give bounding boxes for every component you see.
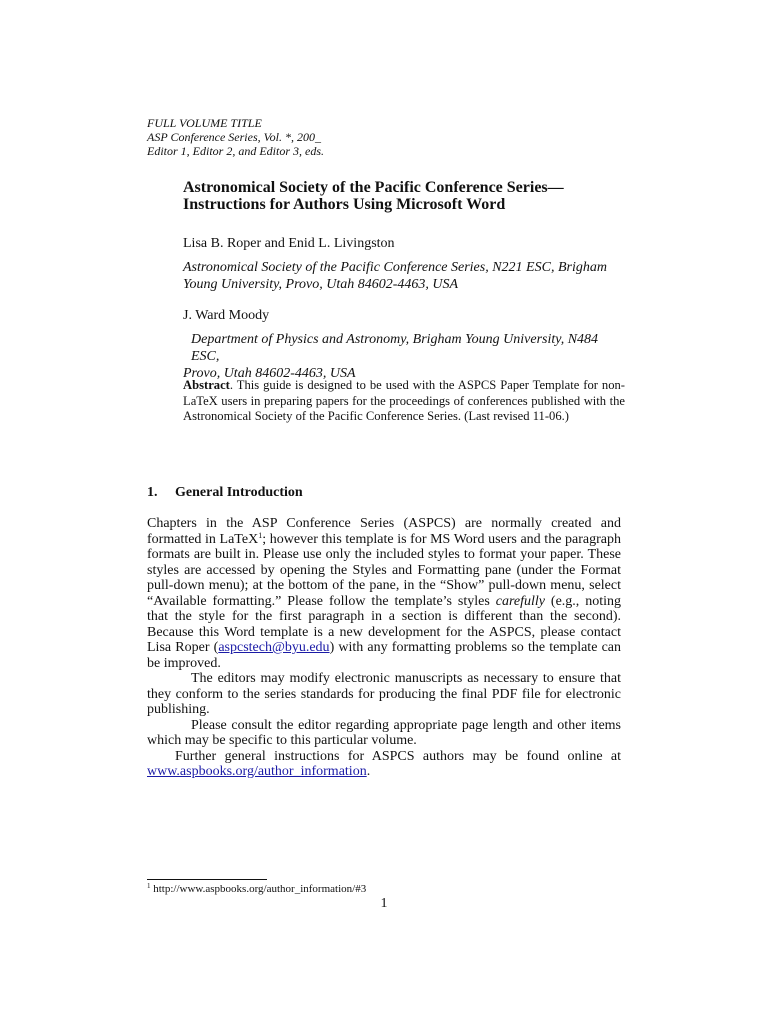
- footnote-marker: 1: [147, 882, 151, 890]
- section-number: 1.: [147, 485, 158, 500]
- affiliation-1-line-2: Young University, Provo, Utah 84602-4463, USA: [183, 277, 459, 292]
- paragraph-4-text: Further general instructions for ASPCS authors may be found online at: [175, 748, 621, 764]
- affiliation-2: [183, 331, 623, 382]
- title-line-1: Astronomical Society of the Pacific Conference Series—: [183, 179, 564, 196]
- paragraph-1-text-b: ; however this template is for MS Word users and the paragraph formats are built in. Please use only the included styles to format your paper. These styles are accessed by opening the Styles and Formatting pane (under the Format pull-down menu); at the bottom of the pane, in the “Show” pull-down menu, select “Available formatting.” Please follow the template’s styles: [147, 531, 621, 609]
- paragraph-2: The editors may modify electronic manuscripts as necessary to ensure that they conform to the series standards for producing the final PDF file for electronic publishing.: [147, 671, 621, 717]
- affiliation-1-line-1: Astronomical Society of the Pacific Conference Series, N221 ESC, Brigham: [183, 260, 607, 275]
- paragraph-4: [147, 749, 621, 780]
- abstract: [183, 378, 625, 425]
- series-volume: ASP Conference Series, Vol. *, 200_: [147, 130, 321, 144]
- paragraph-1-text-c: (e.g., noting that the style for the first paragraph in a section is different than the second). Because this Word template is a new development for the ASPCS, please contact Lisa Roper (: [147, 593, 621, 655]
- paragraph-1-emphasis: carefully: [495, 593, 545, 609]
- footnote-separator: [147, 879, 267, 880]
- title-line-2: Instructions for Authors Using Microsoft Word: [183, 196, 506, 213]
- author-info-link[interactable]: www.aspbooks.org/author_information: [147, 764, 367, 779]
- authors-group-1: Lisa B. Roper and Enid L. Livingston: [183, 236, 395, 251]
- paper-title: [183, 179, 623, 213]
- affiliation-2-line-1: Department of Physics and Astronomy, Brigham Young University, N484 ESC,: [191, 332, 599, 364]
- contact-email-link[interactable]: aspcstech@byu.edu: [218, 640, 330, 655]
- paragraph-3: Please consult the editor regarding appropriate page length and other items which may be specific to this particular volume.: [147, 717, 621, 748]
- editors-line: Editor 1, Editor 2, and Editor 3, eds.: [147, 144, 324, 158]
- footnote: [147, 883, 366, 896]
- section-title: General Introduction: [175, 485, 303, 500]
- volume-title: FULL VOLUME TITLE: [147, 116, 262, 130]
- abstract-text: . This guide is designed to be used with the ASPCS Paper Template for non-LaTeX users in preparing papers for the proceedings of conferences published with the Astronomical Society of the Pacific Conference Series. (Last revised 11-06.): [183, 378, 625, 423]
- paragraph-1-text-d: ) with any formatting problems so the template can be improved.: [147, 640, 621, 671]
- section-heading: [147, 485, 303, 501]
- paragraph-1: [147, 516, 621, 671]
- footnote-text: http://www.aspbooks.org/author_information/#3: [150, 883, 367, 895]
- abstract-label: Abstract: [183, 378, 230, 392]
- affiliation-2-line-2: Provo, Utah 84602-4463, USA: [183, 366, 356, 381]
- paragraph-4-end: .: [366, 764, 371, 779]
- authors-group-2: J. Ward Moody: [183, 308, 270, 323]
- affiliation-1: [183, 259, 623, 293]
- paragraph-1-text-a: Chapters in the ASP Conference Series (ASPCS) are normally created and formatted in LaTeX: [147, 516, 621, 547]
- section-body: [147, 516, 621, 780]
- page-number: 1: [380, 896, 388, 911]
- footnote-ref: 1: [258, 530, 263, 540]
